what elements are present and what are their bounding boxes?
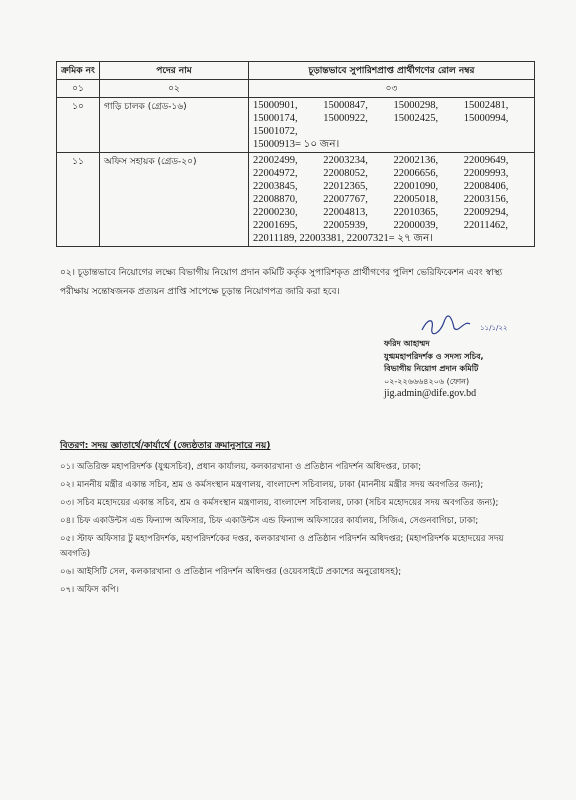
list-item: ০৭। অফিস কপি। [60,585,119,595]
instruction-paragraph: ০২। চূড়ান্তভাবে নিয়োগের লক্ষ্যে বিভাগীয় নিয়োগ প্রদান কমিটি কর্তৃক সুপারিশকৃত প্রার্থীগণের পুলিশ ভেরিফিকেশন এবং স্বাস্থ্য পরীক্ষায় সন্তোষজনক প্রত্যয়ন প্রাপ্তি সাপেক্ষে চূড়ান্ত নিয়োগপত্র জারি করা হবে। [60,268,503,297]
roll-number: 22006656, [393,168,439,179]
table-index-row [57,80,535,98]
header-rolls: চূড়ান্তভাবে সুপারিশপ্রাপ্ত প্রার্থীগণের রোল নম্বর [249,62,535,80]
roll-number: 22000230, [253,207,298,218]
post-cell: অফিস সহায়ক (গ্রেড-২০) [100,153,249,247]
list-item: ০৪। চিফ একাউন্টস এন্ড ফিন্যান্স অফিসার, চিফ একাউন্টস এন্ড ফিন্যান্স অফিসারের কার্যালয়, সিজিএ, সেগুনবাগিচা, ঢাকা; [60,516,479,526]
roll-number: 22003156, [463,194,509,205]
signatory-name: ফরিদ আহাম্মদ [384,339,430,348]
serial-cell: ১০ [57,98,100,153]
roll-number: 22003234, [323,155,368,166]
roll-total: 15000913= ১০ জন। [253,139,340,150]
roll-number: 22011462, [463,220,508,231]
roll-number: 22007767, [323,194,368,205]
roll-number: 22001090, [393,181,439,192]
distribution-list [60,460,528,601]
roll-number: 22004813, [323,207,368,218]
roll-number: 22009294, [463,207,509,218]
list-item: ০৩। সচিব মহোদয়ের একান্ত সচিব, শ্রম ও কর্মসংস্থান মন্ত্রণালয়, বাংলাদেশ সচিবালয়, ঢাকা (সচিব মহোদয়ের সদয় অবগতির জন্য); [60,498,499,508]
list-item: ০৬। আইসিটি সেল, কলকারখানা ও প্রতিষ্ঠান পরিদর্শন অধিদপ্তর (ওয়েবসাইটে প্রকাশের অনুরোধসহ); [60,567,402,577]
roll-number: 15000847, [323,100,368,111]
roll-number: 22004972, [253,168,298,179]
roll-number: 22005018, [393,194,439,205]
roll-number: 15000174, [253,113,298,124]
roll-number: 15000922, [323,113,368,124]
header-serial: ক্রমিক নং [57,62,100,80]
signature-block [384,316,534,401]
signatory-phone: ০২-২২৬৬৬৪২০৬ (ফোন) [384,376,470,386]
signatory-email: jig.admin@dife.gov.bd [384,388,477,399]
roll-number: 22012365, [323,181,368,192]
serial-cell: ১১ [57,153,100,247]
signature-area [384,316,534,338]
roll-number: 22002136, [393,155,439,166]
roll-number: 22001695, [253,220,298,231]
signature-date: ১১/১/২২ [480,324,508,332]
post-cell: গাড়ি চালক (গ্রেড-১৬) [100,98,249,153]
roll-number: 22010365, [393,207,439,218]
roll-number: 15002481, [463,100,509,111]
distribution-title [60,438,270,453]
table-row [57,98,535,153]
roll-number: 15000298, [393,100,439,111]
signatory-committee: বিভাগীয় নিয়োগ প্রদান কমিটি [384,364,479,373]
table-header-row [57,62,535,80]
roll-grid [253,99,530,151]
signatory-designation: যুগ্মমহাপরিদর্শক ও সদস্য সচিব, [384,351,484,361]
roll-number: 22002499, [253,155,298,166]
roll-number: 15000994, [463,113,509,124]
roll-number: 22008406, [463,181,509,192]
roll-number: 22009993, [463,168,509,179]
roll-total: 22011189, 22003381, 22007321= ২৭ জন। [253,233,433,244]
list-item: ০৫। স্টাফ অফিসার টু মহাপরিদর্শক, মহাপরিদর্শকের দপ্তর, কলকারখানা ও প্রতিষ্ঠান পরিদর্শন অধিদপ্তর; (মহাপরিদর্শক মহোদয়ের সদয় অবগতি) [60,534,504,559]
table-row [57,153,535,247]
roll-number: 15002425, [393,113,439,124]
roll-number: 22008052, [323,168,368,179]
list-item: ০২। মাননীয় মন্ত্রীর একান্ত সচিব, শ্রম ও কর্মসংস্থান মন্ত্রণালয়, বাংলাদেশ সচিবালয়, ঢাকা (মাননীয় মন্ত্রীর সদয় অবগতির জন্য); [60,480,484,490]
roll-number: 22009649, [463,155,509,166]
roll-number-table [56,61,535,247]
roll-grid [253,154,530,245]
list-item: ০১। অতিরিক্ত মহাপরিদর্শক (যুগ্মসচিব), প্রধান কার্যালয়, কলকারখানা ও প্রতিষ্ঠান পরিদর্শন অধিদপ্তর, ঢাকা; [60,462,422,472]
index-cell: ০২ [100,80,249,98]
index-cell: ০৩ [249,80,535,98]
header-post: পদের নাম [100,62,249,80]
roll-number: 22005939, [323,220,368,231]
rolls-cell [249,153,535,247]
roll-number: 22003845, [253,181,298,192]
roll-number: 15001072, [253,126,298,137]
roll-number: 22000039, [393,220,439,231]
index-cell: ০১ [57,80,100,98]
distribution-title-text: বিতরণ: সদয় জ্ঞাতার্থে/কার্যার্থে (জ্যেষ্ঠতার ক্রমানুসারে নয়) [60,441,271,451]
roll-number: 22008870, [253,194,298,205]
rolls-cell [249,98,535,153]
roll-number: 15000901, [253,100,298,111]
